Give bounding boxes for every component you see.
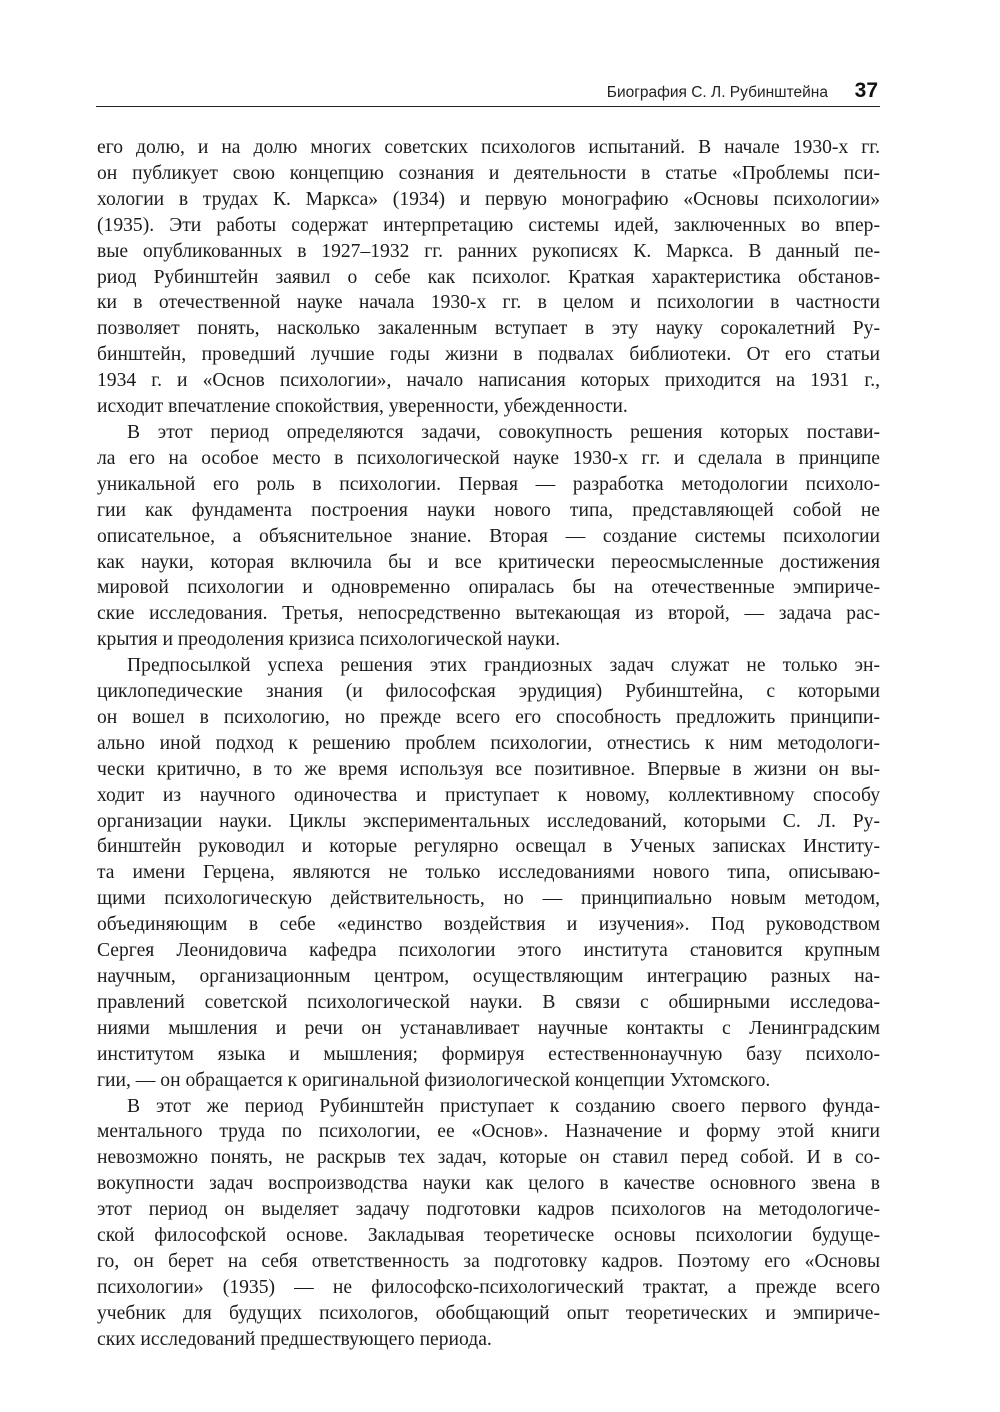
text-line: невозможно понять, не раскрыв тех задач, которые он ставил перед собой. И в со-	[97, 1147, 880, 1169]
text-line: гии как фундамента построения науки нового типа, представляющей собой не	[97, 499, 880, 521]
text-line: правлений советской психологической науки. В связи с обширными исследова-	[97, 991, 880, 1013]
paragraph	[97, 653, 880, 1093]
text-line: крытия и преодоления кризиса психологической науки.	[97, 629, 561, 651]
text-line: циклопедические знания (и философская эрудиция) Рубинштейна, с которыми	[97, 681, 880, 703]
text-line: научным, организационным центром, осуществляющим интеграцию разных на-	[97, 966, 880, 987]
body-text	[97, 135, 880, 1353]
text-line: мировой психологии и одновременно опиралась бы на отечественные эмпириче-	[97, 577, 880, 599]
text-line: он вошел в психологию, но прежде всего его способность предложить принципи-	[97, 706, 880, 728]
text-line: вокупности задач воспроизводства науки как целого в качестве основного звена в	[97, 1173, 880, 1195]
text-line: гии, — он обращается к оригинальной физиологической концепции Ухтомского.	[97, 1069, 771, 1091]
text-line: объединяющим в себе «единство воздействия и изучения». Под руководством	[97, 914, 880, 936]
text-line: ходит из научного одиночества и приступает к новому, коллективному способу	[97, 784, 880, 806]
text-line: уникальной его роль в психологии. Первая — разработка методологии психоло-	[97, 473, 880, 495]
text-line: 1934 г. и «Основ психологии», начало написания которых приходится на 1931 г.,	[97, 370, 880, 392]
text-line: позволяет понять, насколько закаленным вступает в эту науку сорокалетний Ру-	[97, 318, 880, 340]
text-line: ментального труда по психологии, ее «Основ». Назначение и форму этой книги	[97, 1121, 880, 1143]
text-line: исходит впечатление спокойствия, уверенности, убежденности.	[97, 396, 628, 418]
paragraph	[97, 420, 880, 653]
page-number: 37	[854, 79, 878, 102]
running-header	[96, 78, 880, 107]
text-line: В этот период определяются задачи, совокупность решения которых постави-	[127, 421, 880, 443]
text-line: чески критично, в то же время используя все позитивное. Впервые в жизни он вы-	[97, 758, 880, 780]
text-line: психологии» (1935) — не философско-психологический трактат, а прежде всего	[97, 1276, 880, 1298]
text-line: ально иной подход к решению проблем психологии, отнестись к ним методологи-	[97, 732, 880, 754]
text-line: хологии в трудах К. Маркса» (1934) и первую монографию «Основы психологии»	[97, 188, 880, 210]
text-line: этот период он выделяет задачу подготовки кадров психологов на методологиче-	[97, 1199, 880, 1221]
text-line: Предпосылкой успеха решения этих грандиозных задач служат не только эн-	[127, 655, 880, 677]
text-line: организации науки. Циклы экспериментальных исследований, которыми С. Л. Ру-	[97, 810, 880, 832]
text-line: бинштейн, проведший лучшие годы жизни в подвалах библиотеки. От его статьи	[97, 344, 880, 366]
text-line: В этот же период Рубинштейн приступает к созданию своего первого фунда-	[127, 1095, 880, 1117]
text-line: ниями мышления и речи он устанавливает научные контакты с Ленинградским	[97, 1017, 880, 1039]
text-line: ла его на особое место в психологической науке 1930-х гг. и сделала в принципе	[97, 447, 880, 469]
text-line: Сергея Леонидовича кафедра психологии этого института становится крупным	[97, 940, 880, 962]
text-line: риод Рубинштейн заявил о себе как психолог. Краткая характеристика обстанов-	[97, 266, 880, 288]
text-line: го, он берет на себя ответственность за подготовку кадров. Поэтому его «Основы	[97, 1250, 880, 1272]
text-line: ки в отечественной науке начала 1930-х гг. в целом и психологии в частности	[97, 292, 880, 314]
text-line: бинштейн руководил и которые регулярно освещал в Ученых записках Институ-	[97, 836, 880, 858]
text-line: он публикует свою концепцию сознания и деятельности в статье «Проблемы пси-	[97, 162, 880, 184]
text-line: описательное, а объяснительное знание. Вторая — создание системы психологии	[97, 525, 880, 547]
text-line: щими психологическую действительность, но — принципиально новым методом,	[97, 888, 880, 910]
text-line: как науки, которая включила бы и все критически переосмысленные достижения	[97, 551, 880, 573]
text-line: институтом языка и мышления; формируя естественнонаучную базу психоло-	[97, 1043, 880, 1065]
text-line: (1935). Эти работы содержат интерпретацию системы идей, заключенных во впер-	[97, 214, 880, 236]
paragraph	[97, 1094, 880, 1353]
text-line: ских исследований предшествующего периода.	[97, 1328, 492, 1350]
text-line: ской философской основе. Закладывая теоретическе основы психологии будуще-	[97, 1225, 880, 1247]
running-title: Биография С. Л. Рубинштейна	[606, 84, 828, 101]
text-line: та имени Герцена, являются не только исследованиями нового типа, описываю-	[97, 862, 880, 884]
text-line: ские исследования. Третья, непосредственно вытекающая из второй, — задача рас-	[97, 603, 880, 625]
text-line: его долю, и на долю многих советских психологов испытаний. В начале 1930-х гг.	[97, 137, 880, 158]
text-line: учебник для будущих психологов, обобщающий опыт теоретических и эмпириче-	[97, 1302, 880, 1324]
paragraph	[97, 135, 880, 420]
text-line: вые опубликованных в 1927–1932 гг. ранних рукописях К. Маркса. В данный пе-	[97, 240, 880, 262]
